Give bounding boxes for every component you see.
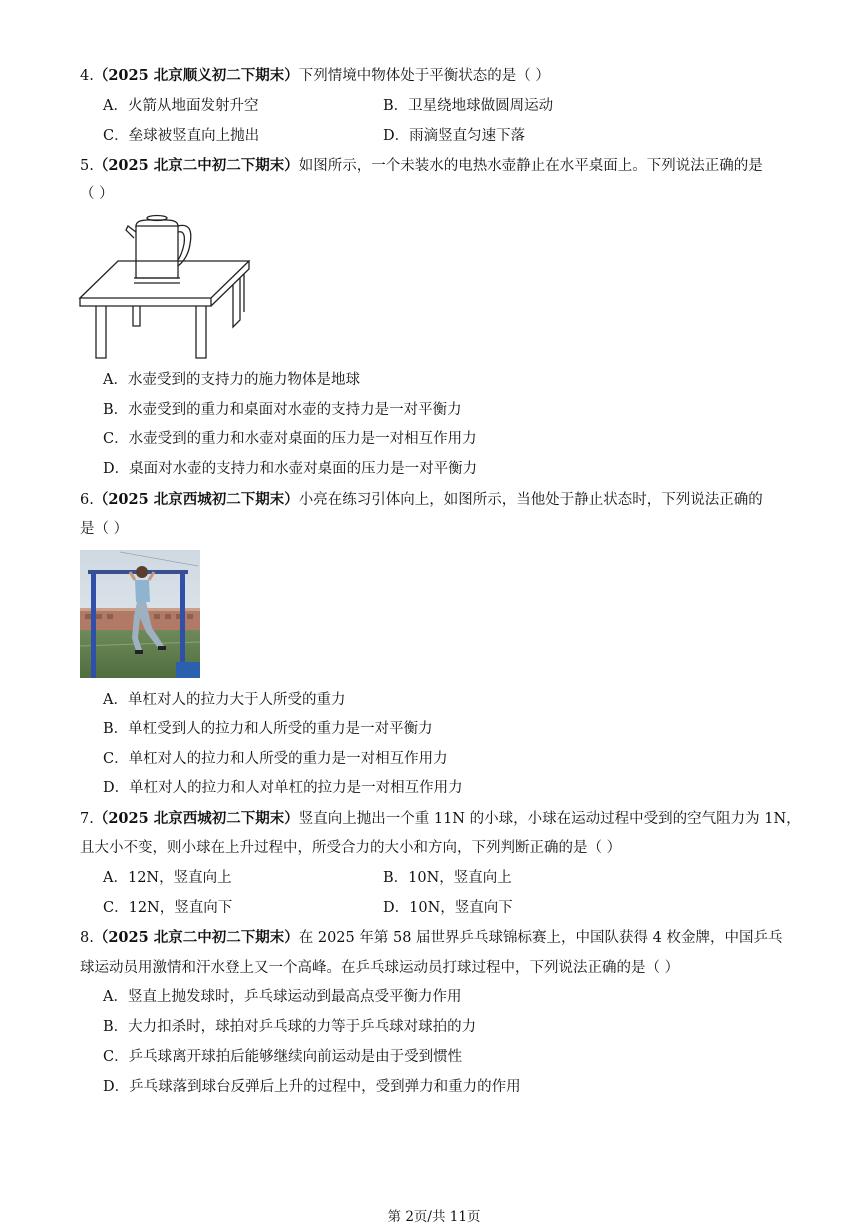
question-stem: 小亮在练习引体向上，如图所示，当他处于静止状态时，下列说法正确的 xyxy=(298,492,763,508)
option-letter: B． xyxy=(103,721,129,737)
option-b xyxy=(103,719,433,739)
option-text: 水壶受到的重力和水壶对桌面的压力是一对相互作用力 xyxy=(128,431,477,447)
option-text: 火箭从地面发射升空 xyxy=(127,98,259,114)
question-4-stem-line xyxy=(80,66,550,86)
option-text: 竖直上抛发球时，乒乓球运动到最高点受平衡力作用 xyxy=(127,989,462,1005)
option-d xyxy=(383,898,513,918)
question-7-stem-line xyxy=(80,809,801,829)
option-letter: D． xyxy=(103,780,130,796)
option-text: 桌面对水壶的支持力和水壶对桌面的压力是一对平衡力 xyxy=(129,461,478,477)
question-7-stem-cont: 且大小不变，则小球在上升过程中，所受合力的大小和方向，下列判断正确的是（ ） xyxy=(80,840,622,856)
option-text: 单杠对人的拉力大于人所受的重力 xyxy=(127,692,346,708)
option-text: 雨滴竖直匀速下落 xyxy=(409,128,526,144)
option-c xyxy=(103,898,232,918)
option-letter: A． xyxy=(103,372,128,388)
question-number: 5. xyxy=(80,158,94,174)
question-stem: 竖直向上抛出一个重 11N 的小球，小球在运动过程中受到的空气阻力为 1N， xyxy=(298,811,801,827)
option-d xyxy=(103,459,477,479)
question-number: 6. xyxy=(80,492,94,508)
question-stem: 下列情境中物体处于平衡状态的是（ ） xyxy=(298,68,550,84)
option-text: 乒乓球落到球台反弹后上升的过程中，受到弹力和重力的作用 xyxy=(129,1079,521,1095)
option-text: 垒球被竖直向上抛出 xyxy=(128,128,260,144)
option-text: 单杠对人的拉力和人对单杠的拉力是一对相互作用力 xyxy=(129,780,463,796)
question-6-stem-line xyxy=(80,490,763,510)
option-letter: B． xyxy=(383,98,409,114)
kettle-icon xyxy=(126,216,191,284)
option-text: 乒乓球离开球拍后能够继续向前运动是由于受到惯性 xyxy=(128,1049,463,1065)
kettle-on-table-figure xyxy=(78,212,253,362)
option-d xyxy=(103,1077,521,1097)
question-number: 4. xyxy=(80,68,94,84)
option-text: 大力扣杀时，球拍对乒乓球的力等于乒乓球对球拍的力 xyxy=(128,1019,477,1035)
option-letter: C． xyxy=(103,1049,129,1065)
option-text: 12N，竖直向下 xyxy=(128,900,233,916)
option-c xyxy=(103,1047,462,1067)
question-8-stem-cont: 球运动员用激情和汗水登上又一个高峰。在乒乓球运动员打球过程中，下列说法正确的是（ ） xyxy=(80,960,680,976)
option-letter: C． xyxy=(103,128,129,144)
option-text: 12N，竖直向上 xyxy=(127,870,232,886)
option-c xyxy=(103,126,259,146)
option-text: 卫星绕地球做圆周运动 xyxy=(408,98,554,114)
question-source: （2025 北京西城初二下期末） xyxy=(93,491,299,508)
question-6-stem-cont: 是（ ） xyxy=(80,521,129,537)
option-d xyxy=(103,778,463,798)
option-d xyxy=(383,126,525,146)
option-text: 10N，竖直向下 xyxy=(409,900,513,916)
question-number: 7. xyxy=(80,811,94,827)
page-number-footer: 第 2页/共 11页 xyxy=(387,1209,481,1225)
option-a xyxy=(103,96,258,116)
option-letter: B． xyxy=(383,870,409,886)
question-5-stem-cont: （ ） xyxy=(80,186,114,202)
question-5-stem-line xyxy=(80,156,763,176)
option-a xyxy=(103,868,232,888)
option-b xyxy=(383,96,553,116)
option-letter: D． xyxy=(383,128,410,144)
question-stem: 如图所示，一个未装水的电热水壶静止在水平桌面上。下列说法正确的是 xyxy=(298,158,763,174)
question-source: （2025 北京二中初二下期末） xyxy=(93,157,299,174)
question-source: （2025 北京西城初二下期末） xyxy=(93,810,299,827)
option-a xyxy=(103,370,360,390)
option-letter: B． xyxy=(103,402,129,418)
question-8-stem-line xyxy=(80,928,782,948)
option-letter: C． xyxy=(103,900,129,916)
option-text: 水壶受到的支持力的施力物体是地球 xyxy=(127,372,360,388)
option-a xyxy=(103,987,461,1007)
option-letter: D． xyxy=(103,1079,130,1095)
option-c xyxy=(103,749,448,769)
option-letter: A． xyxy=(103,870,128,886)
option-text: 单杠对人的拉力和人所受的重力是一对相互作用力 xyxy=(128,751,448,767)
option-letter: A． xyxy=(103,692,128,708)
option-b xyxy=(103,400,462,420)
option-letter: C． xyxy=(103,431,129,447)
option-b xyxy=(103,1017,476,1037)
option-text: 10N，竖直向上 xyxy=(408,870,512,886)
option-letter: C． xyxy=(103,751,129,767)
question-source: （2025 北京二中初二下期末） xyxy=(93,929,299,946)
question-source: （2025 北京顺义初二下期末） xyxy=(93,67,299,84)
option-text: 水壶受到的重力和桌面对水壶的支持力是一对平衡力 xyxy=(128,402,462,418)
option-letter: B． xyxy=(103,1019,129,1035)
option-c xyxy=(103,429,477,449)
question-number: 8. xyxy=(80,930,94,946)
option-letter: D． xyxy=(103,461,130,477)
option-text: 单杠受到人的拉力和人所受的重力是一对平衡力 xyxy=(128,721,433,737)
option-letter: A． xyxy=(103,98,128,114)
option-a xyxy=(103,690,345,710)
question-stem: 在 2025 年第 58 届世界乒乓球锦标赛上，中国队获得 4 枚金牌，中国乒乓 xyxy=(298,930,783,946)
table-icon xyxy=(80,261,249,358)
option-letter: D． xyxy=(383,900,410,916)
pull-up-photo xyxy=(80,550,200,678)
option-letter: A． xyxy=(103,989,128,1005)
option-b xyxy=(383,868,512,888)
